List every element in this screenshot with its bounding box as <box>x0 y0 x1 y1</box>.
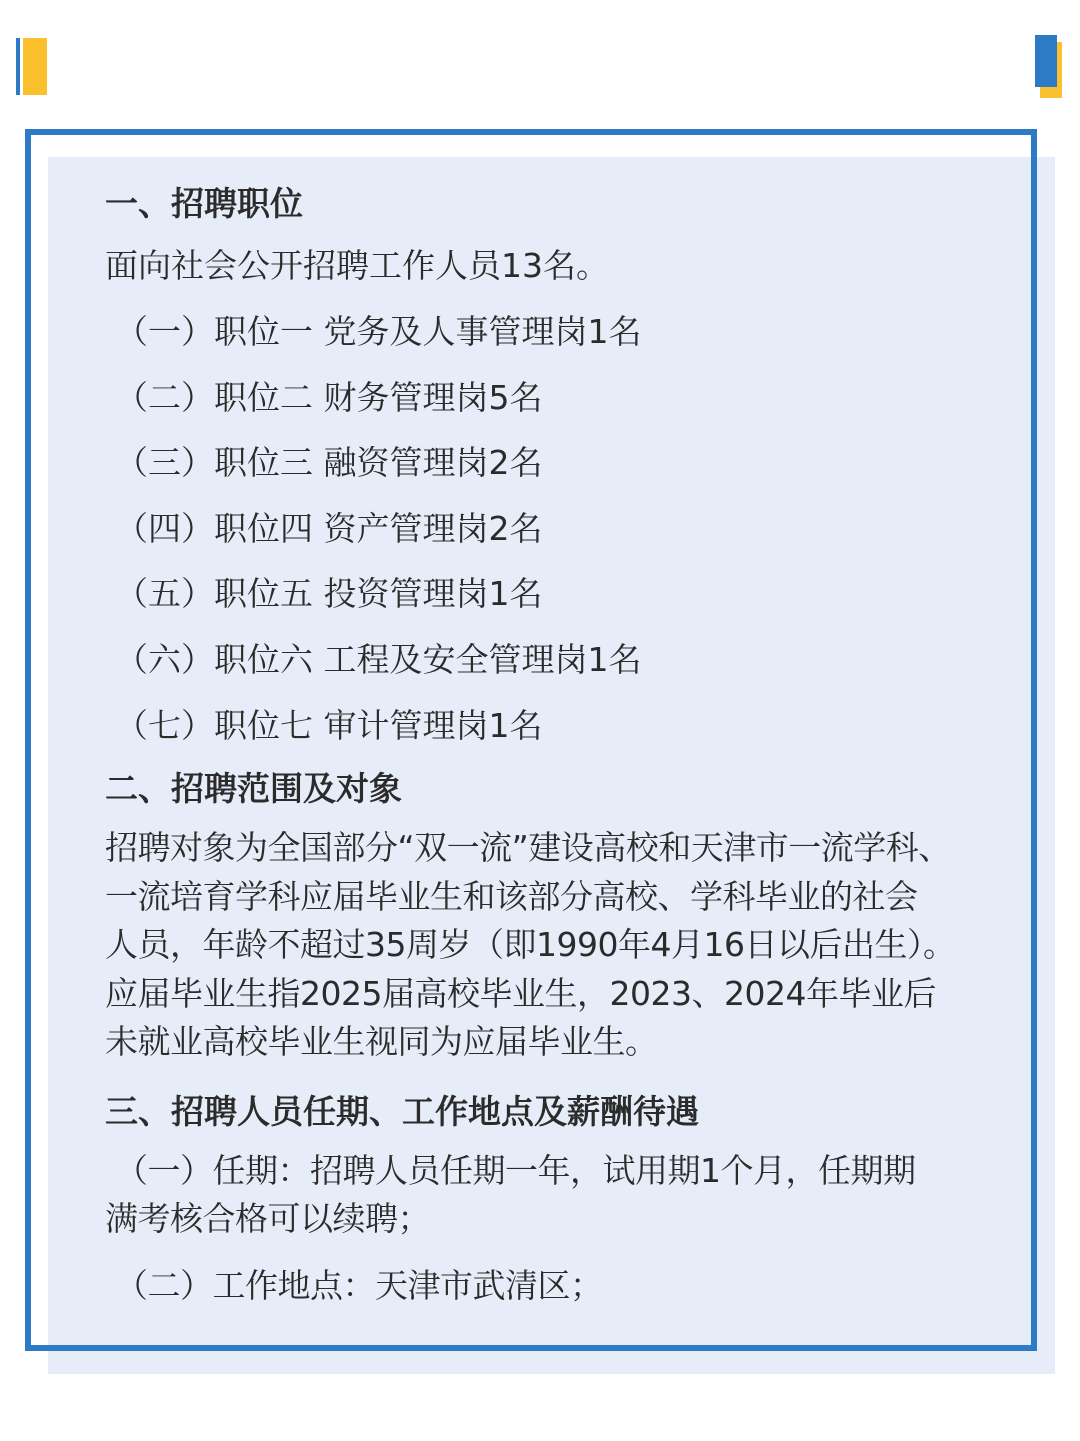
position-item: （七）职位七 审计管理岗1名 <box>115 705 543 745</box>
position-item: （六）职位六 工程及安全管理岗1名 <box>115 639 642 679</box>
term-paragraph <box>105 1147 1015 1244</box>
scope-line: 未就业高校毕业生视同为应届毕业生。 <box>105 1022 658 1062</box>
section-heading-term-location-pay: 三、招聘人员任期、工作地点及薪酬待遇 <box>105 1091 699 1131</box>
position-item: （一）职位一 党务及人事管理岗1名 <box>115 312 642 351</box>
work-location: （二）工作地点：天津市武清区； <box>115 1265 603 1305</box>
section-heading-positions: 一、招聘职位 <box>105 184 303 223</box>
scope-paragraph <box>105 824 1015 1067</box>
scope-line: 一流培育学科应届毕业生和该部分高校、学科毕业的社会 <box>105 876 918 916</box>
scope-line: 人员，年龄不超过35周岁（即1990年4月16日以后出生）。 <box>105 925 956 965</box>
document-content <box>105 175 1015 1310</box>
scope-line: 应届毕业生指2025届高校毕业生，2023、2024年毕业后 <box>105 973 936 1013</box>
corner-decoration-left-block <box>23 38 47 95</box>
term-line: 满考核合格可以续聘； <box>105 1199 430 1239</box>
scope-line: 招聘对象为全国部分“双一流”建设高校和天津市一流学科、 <box>105 828 951 868</box>
position-item: （五）职位五 投资管理岗1名 <box>115 574 543 614</box>
corner-decoration-right-blue <box>1035 35 1057 87</box>
positions-intro: 面向社会公开招聘工作人员13名。 <box>105 246 609 285</box>
term-line: （一）任期：招聘人员任期一年，试用期1个月，任期期 <box>115 1150 916 1190</box>
section-heading-scope: 二、招聘范围及对象 <box>105 769 402 809</box>
corner-decoration-left-line <box>16 38 20 95</box>
position-item: （二）职位二 财务管理岗5名 <box>115 377 543 417</box>
position-item: （三）职位三 融资管理岗2名 <box>115 443 543 483</box>
position-item: （四）职位四 资产管理岗2名 <box>115 508 543 548</box>
